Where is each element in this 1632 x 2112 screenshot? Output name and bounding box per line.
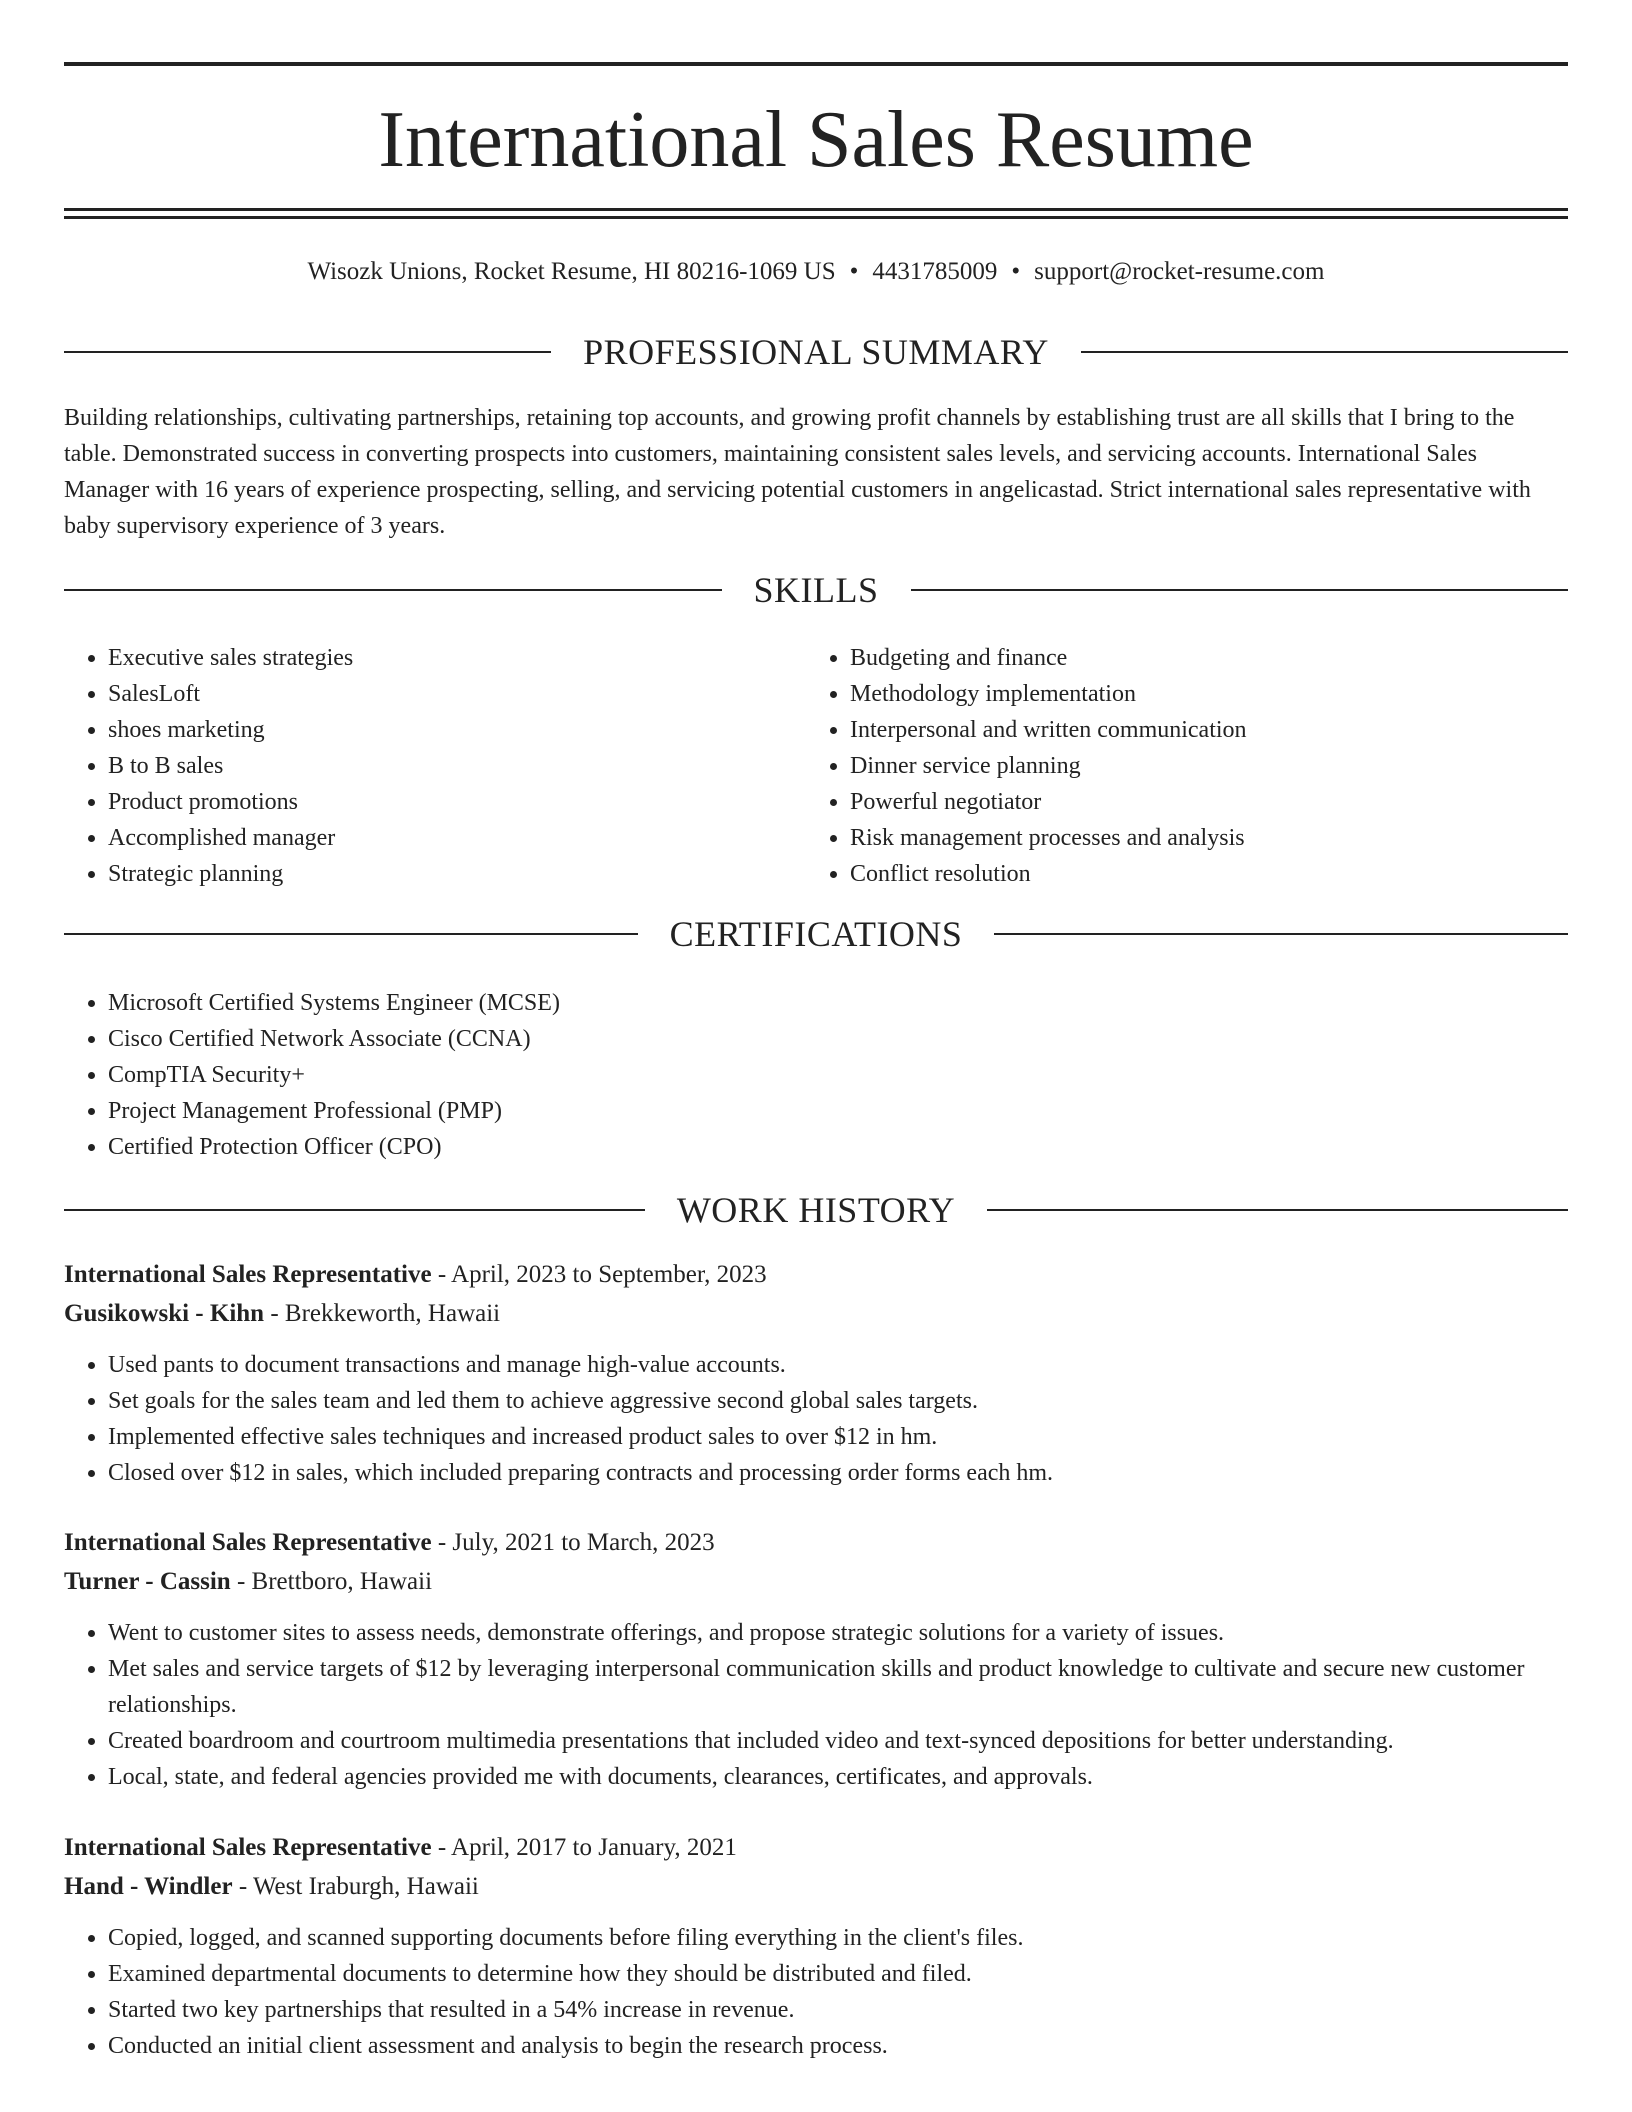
skill-item: • Accomplished manager xyxy=(108,820,764,856)
job-company: Hand - Windler xyxy=(64,1873,233,1900)
heading-rule xyxy=(64,933,638,935)
heading-rule xyxy=(987,1209,1568,1211)
job-entry xyxy=(64,1828,1568,2064)
skill-item: • Executive sales strategies xyxy=(108,640,764,676)
contact-phone: 4431785009 xyxy=(872,258,998,285)
skill-item: • Strategic planning xyxy=(108,856,764,892)
skill-item: • Budgeting and finance xyxy=(850,640,1566,676)
job-dates: - July, 2021 to March, 2023 xyxy=(431,1529,715,1556)
job-company-line xyxy=(64,1294,1568,1333)
section-title: CERTIFICATIONS xyxy=(669,914,963,954)
section-heading-skills xyxy=(64,568,1568,612)
skills-list xyxy=(64,640,764,892)
job-title-line xyxy=(64,1523,1568,1562)
job-duty: • Closed over $12 in sales, which included preparing contracts and processing order forms each hm. xyxy=(108,1455,1568,1491)
section-title: WORK HISTORY xyxy=(676,1190,956,1230)
skill-item: • Methodology implementation xyxy=(850,676,1566,712)
page-title: International Sales Resume xyxy=(378,96,1254,184)
job-role: International Sales Representative xyxy=(64,1529,432,1556)
skill-item: • shoes marketing xyxy=(108,712,764,748)
job-duties-list xyxy=(64,1920,1568,2064)
section-title: PROFESSIONAL SUMMARY xyxy=(583,332,1049,372)
job-company: Turner - Cassin xyxy=(64,1568,231,1595)
job-duty: • Implemented effective sales techniques and increased product sales to over $12 in hm. xyxy=(108,1419,1568,1455)
job-duty: • Set goals for the sales team and led them to achieve aggressive second global sales targets. xyxy=(108,1383,1568,1419)
certification-item: • Microsoft Certified Systems Engineer (MCSE) xyxy=(108,985,1568,1021)
job-company-line xyxy=(64,1562,1568,1601)
heading-rule xyxy=(911,589,1569,591)
skill-item: • Powerful negotiator xyxy=(850,784,1566,820)
skills-column-left xyxy=(64,640,764,892)
certification-item: • Cisco Certified Network Associate (CCNA) xyxy=(108,1021,1568,1057)
job-role: International Sales Representative xyxy=(64,1834,432,1861)
job-dates: - April, 2023 to September, 2023 xyxy=(431,1261,767,1288)
skill-item: • Interpersonal and written communication xyxy=(850,712,1566,748)
heading-rule xyxy=(64,1209,645,1211)
job-entry xyxy=(64,1523,1568,1795)
contact-address: Wisozk Unions, Rocket Resume, HI 80216-1069 US xyxy=(307,258,836,285)
heading-rule xyxy=(1081,351,1568,353)
contact-line xyxy=(64,254,1568,290)
job-title-line xyxy=(64,1255,1568,1294)
job-role: International Sales Representative xyxy=(64,1261,432,1288)
section-title: SKILLS xyxy=(753,570,879,610)
job-dates: - April, 2017 to January, 2021 xyxy=(431,1834,737,1861)
job-location: - Brettboro, Hawaii xyxy=(230,1568,433,1595)
job-company: Gusikowski - Kihn xyxy=(64,1300,265,1327)
skill-item: • B to B sales xyxy=(108,748,764,784)
contact-separator: • xyxy=(849,258,859,285)
section-heading-work-history xyxy=(64,1188,1568,1232)
skill-item: • Risk management processes and analysis xyxy=(850,820,1566,856)
title-rule-lower xyxy=(64,216,1568,219)
contact-separator: • xyxy=(1011,258,1021,285)
job-duties-list xyxy=(64,1615,1568,1795)
job-duty: • Copied, logged, and scanned supporting documents before filing everything in the client's files. xyxy=(108,1920,1568,1956)
skill-item: • Product promotions xyxy=(108,784,764,820)
section-heading-certifications xyxy=(64,912,1568,956)
job-duties-list xyxy=(64,1347,1568,1491)
job-duty: • Local, state, and federal agencies provided me with documents, clearances, certificates, and approvals. xyxy=(108,1759,1568,1795)
job-duty: • Started two key partnerships that resulted in a 54% increase in revenue. xyxy=(108,1992,1568,2028)
job-location: - West Iraburgh, Hawaii xyxy=(232,1873,479,1900)
certifications-block xyxy=(64,985,1568,1165)
job-duty: • Conducted an initial client assessment and analysis to begin the research process. xyxy=(108,2028,1568,2064)
certifications-list xyxy=(64,985,1568,1165)
section-heading-summary xyxy=(64,330,1568,374)
job-entry xyxy=(64,1255,1568,1491)
summary-text: Building relationships, cultivating partnerships, retaining top accounts, and growing profit channels by establishing trust are all skills that I bring to the table. Demonstrated success in converting prospects into customers, maintaining consistent sales levels, and servicing accounts. International Sales Manager with 16 years of experience prospecting, selling, and servicing potential customers in angelicastad. Strict international sales representative with baby supervisory experience of 3 years. xyxy=(64,405,1531,539)
title-rule-upper xyxy=(64,208,1568,211)
top-rule xyxy=(64,62,1568,66)
job-duty: • Went to customer sites to assess needs, demonstrate offerings, and propose strategic solutions for a variety of issues. xyxy=(108,1615,1568,1651)
heading-rule xyxy=(994,933,1568,935)
heading-rule xyxy=(64,351,551,353)
skill-item: • Dinner service planning xyxy=(850,748,1566,784)
job-duty: • Examined departmental documents to determine how they should be distributed and filed. xyxy=(108,1956,1568,1992)
job-duty: • Met sales and service targets of $12 by leveraging interpersonal communication skills and product knowledge to cultivate and secure new customer relationships. xyxy=(108,1651,1568,1723)
job-title-line xyxy=(64,1828,1568,1867)
job-company-line xyxy=(64,1867,1568,1906)
job-duty: • Used pants to document transactions and manage high-value accounts. xyxy=(108,1347,1568,1383)
skill-item: • SalesLoft xyxy=(108,676,764,712)
skills-list xyxy=(806,640,1566,892)
job-location: - Brekkeworth, Hawaii xyxy=(264,1300,501,1327)
job-duty: • Created boardroom and courtroom multimedia presentations that included video and text-synced depositions for better understanding. xyxy=(108,1723,1568,1759)
certification-item: • CompTIA Security+ xyxy=(108,1057,1568,1093)
certification-item: • Certified Protection Officer (CPO) xyxy=(108,1129,1568,1165)
skills-column-right xyxy=(806,640,1566,892)
contact-email: support@rocket-resume.com xyxy=(1034,258,1325,285)
certification-item: • Project Management Professional (PMP) xyxy=(108,1093,1568,1129)
heading-rule xyxy=(64,589,722,591)
skill-item: • Conflict resolution xyxy=(850,856,1566,892)
